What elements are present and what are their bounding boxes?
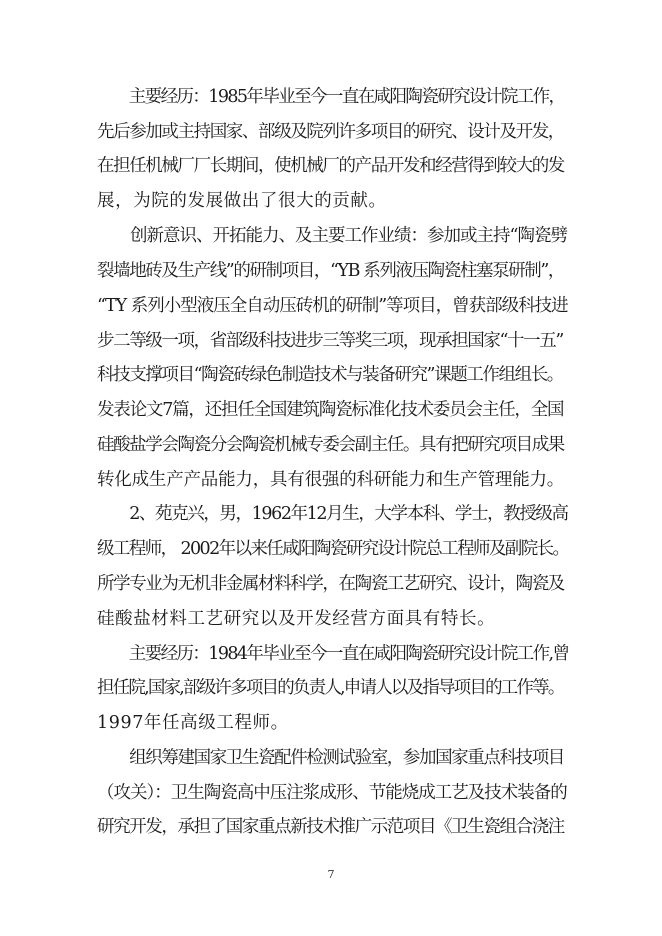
- page-number: 7: [327, 868, 335, 881]
- text-line: 硅酸盐材料工艺研究以及开发经营方面具有特长。: [97, 609, 496, 629]
- text-line: 裂墙地砖及生产线”的研制项目，“YB 系列液压陶瓷柱塞泵研制”，: [97, 261, 565, 281]
- text-line: 在担任机械厂厂长期间，使机械厂的产品开发和经营得到较大的发: [97, 156, 564, 176]
- text-line: 2、苑克兴，男，1962年12月生，大学本科、学士，教授级高: [97, 504, 568, 524]
- text-line: （攻关）：卫生陶瓷高中压注浆成形、节能烧成工艺及技术装备的: [97, 783, 567, 803]
- text-line: 级工程师， 2002年以来任咸阳陶瓷研究设计院总工程师及副院长。: [97, 539, 569, 559]
- text-line: 科技支撑项目“陶瓷砖绿色制造技术与装备研究”课题工作组组长。: [97, 365, 563, 385]
- text-line: 所学专业为无机非金属材料科学，在陶瓷工艺研究、设计，陶瓷及: [97, 574, 564, 594]
- text-line: 先后参加或主持国家、部级及院列许多项目的研究、设计及开发，: [97, 122, 564, 142]
- text-line: 主要经历：1985年毕业至今一直在咸阳陶瓷研究设计院工作，: [97, 87, 565, 107]
- text-line: 展，为院的发展做出了很大的贡献。: [97, 191, 387, 211]
- text-line: 发表论文7篇，还担任全国建筑陶瓷标准化技术委员会主任，全国: [97, 400, 564, 420]
- text-line: 研究开发，承担了国家重点新技术推广示范项目《卫生瓷组合浇注: [97, 817, 564, 837]
- text-line: “TY 系列小型液压全自动压砖机的研制”等项目，曾获部级科技进: [97, 296, 568, 316]
- text-line: 硅酸盐学会陶瓷分会陶瓷机械专委会副主任。具有把研究项目成果: [97, 435, 564, 455]
- text-line: 主要经历：1984年毕业至今一直在咸阳陶瓷研究设计院工作,曾: [97, 644, 569, 664]
- text-line: 转化成生产产品能力，具有很强的科研能力和生产管理能力。: [97, 470, 565, 490]
- text-line: 担任院,国家,部级许多项目的负责人,申请人以及指导项目的工作等。: [97, 678, 564, 698]
- text-line: 创新意识、开拓能力、及主要工作业绩：参加或主持“陶瓷劈: [97, 226, 567, 246]
- text-line: 组织筹建国家卫生瓷配件检测试验室，参加国家重点科技项目: [97, 748, 564, 768]
- text-line: 步二等级一项，省部级科技进步三等奖三项，现承担国家“十一五”: [97, 331, 563, 351]
- text-line: 1997年任高级工程师。: [97, 713, 289, 733]
